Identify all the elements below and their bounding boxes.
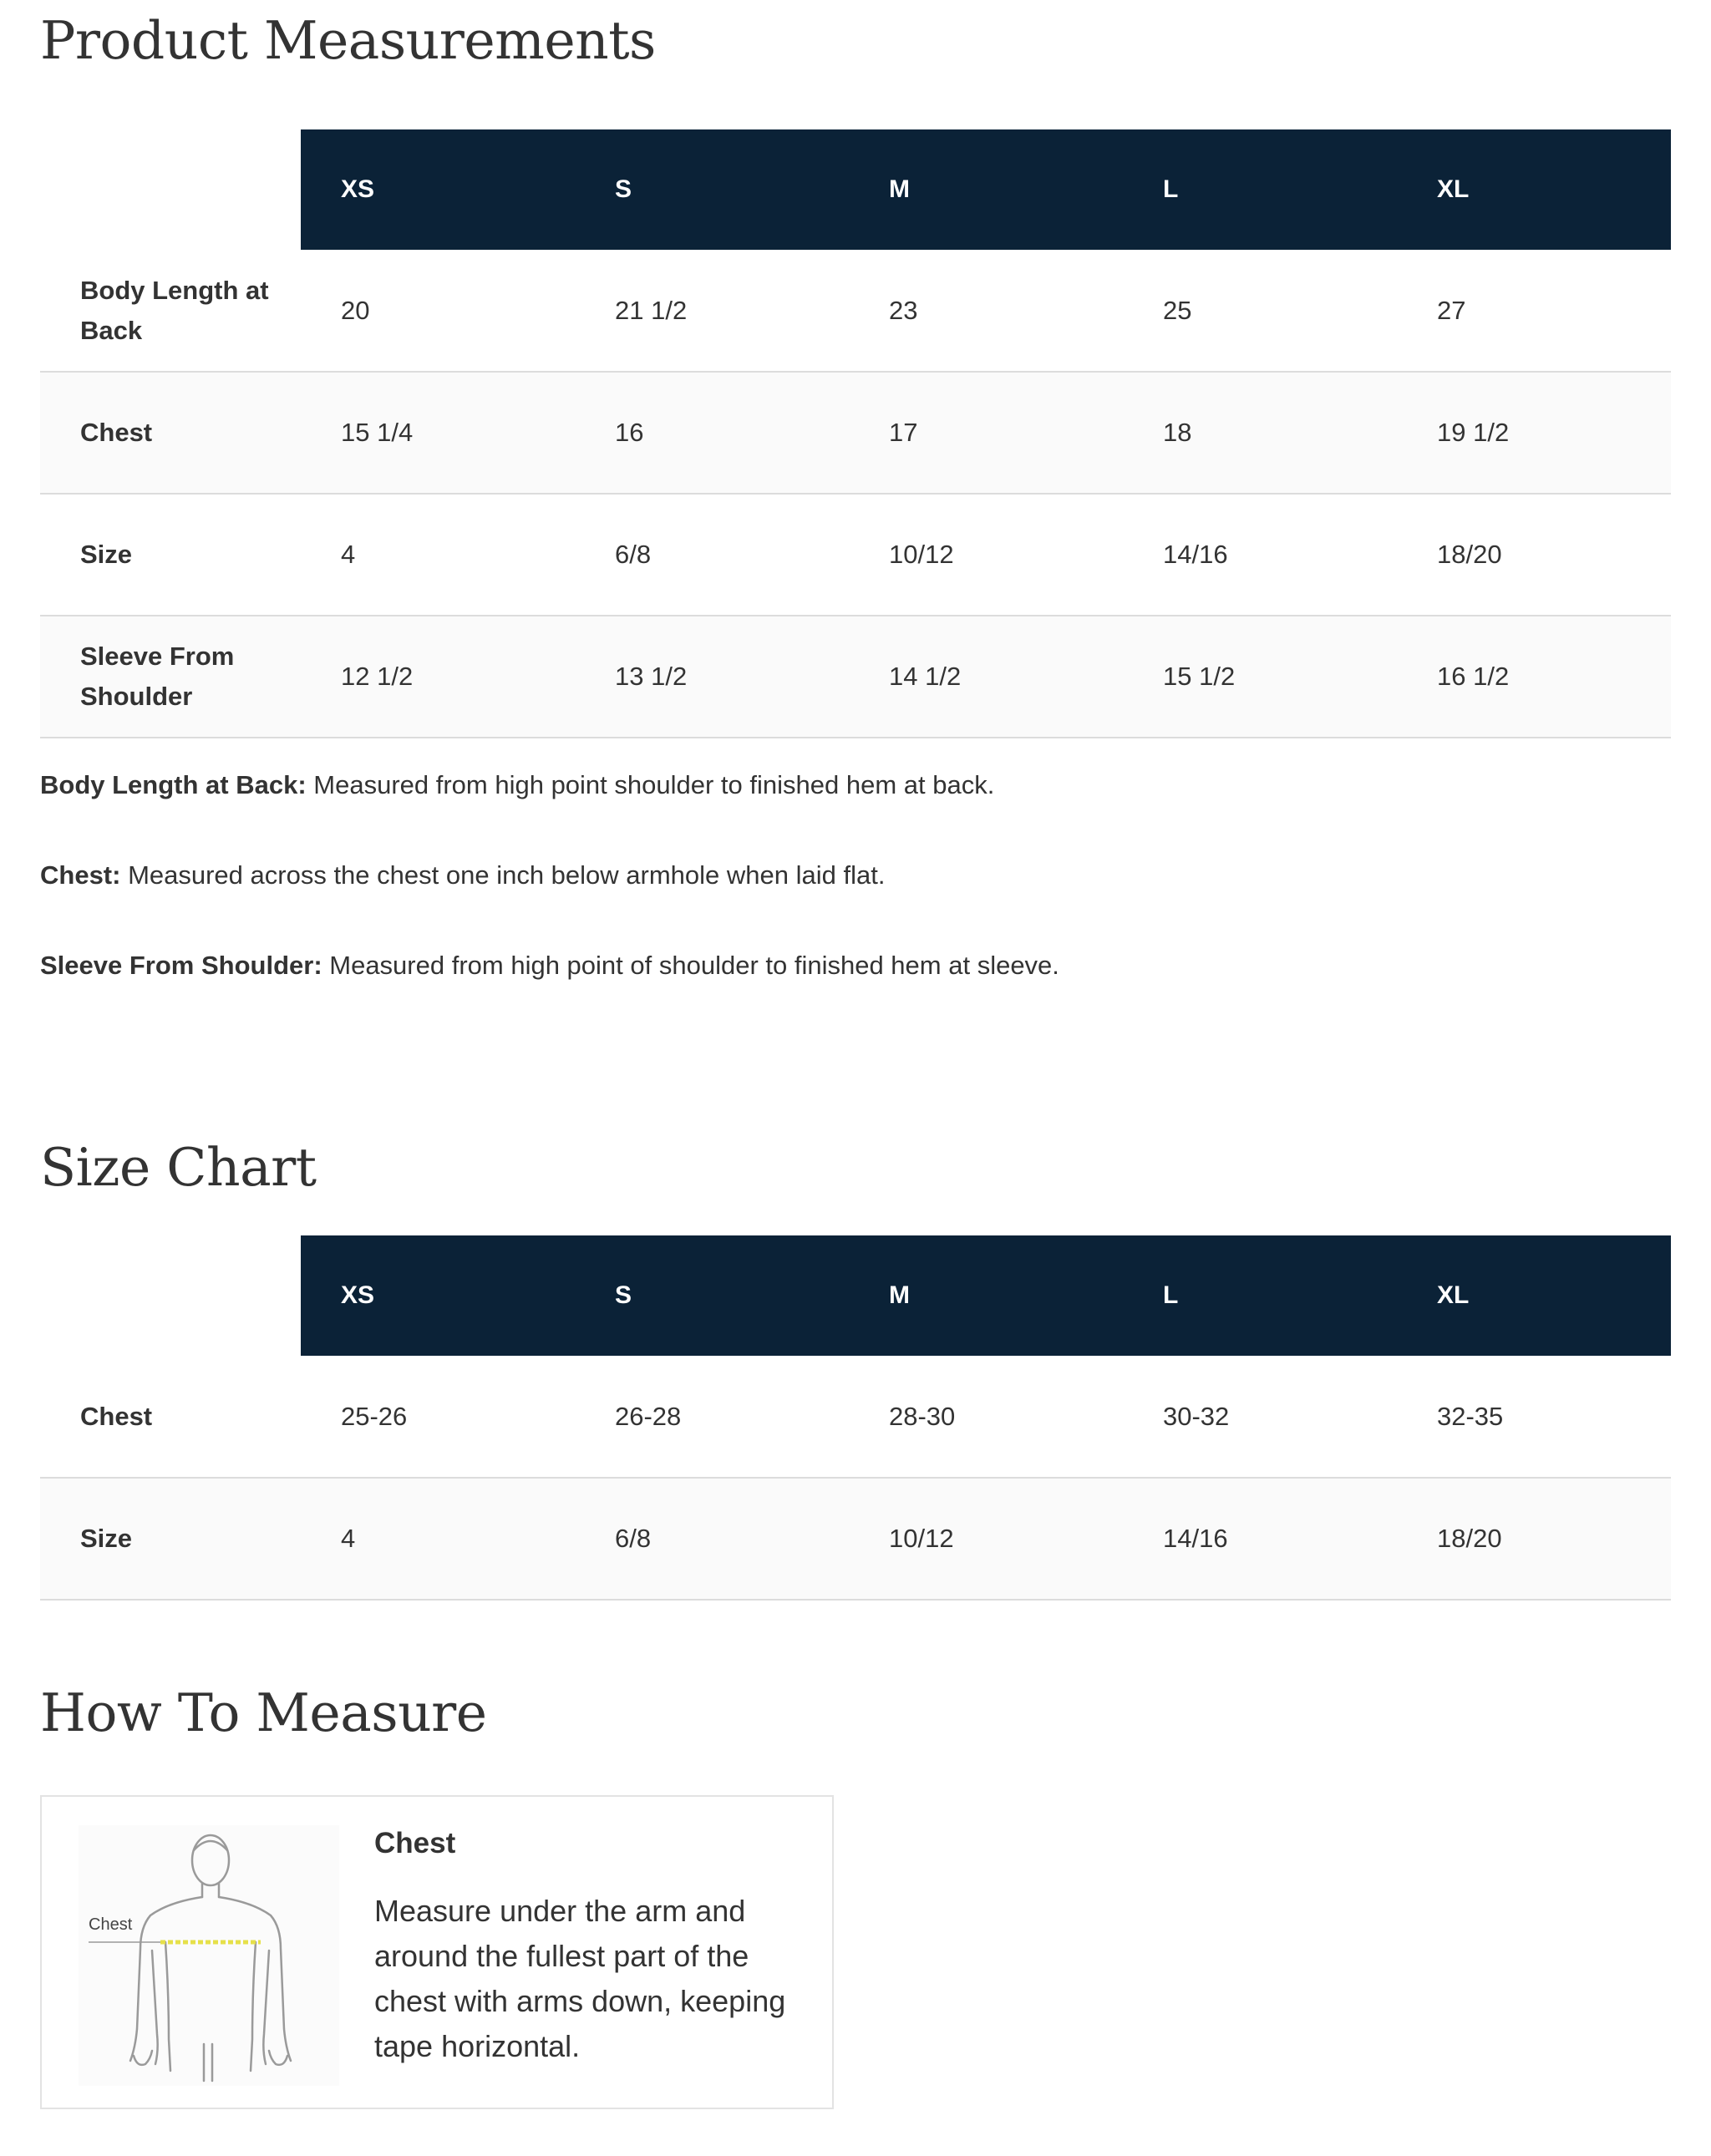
header-corner [40, 129, 301, 250]
table-cell: 18 [1123, 372, 1397, 494]
table-header-row [40, 129, 1671, 250]
size-header-m: M [849, 129, 1123, 250]
row-label-body-length: Body Length at Back [40, 250, 301, 372]
note-text: Measured from high point of shoulder to finished hem at sleeve. [322, 951, 1059, 980]
table-cell: 4 [301, 1478, 575, 1600]
table-row [40, 616, 1671, 738]
table-cell: 6/8 [575, 1478, 849, 1600]
card-title: Chest [374, 1827, 456, 1859]
how-to-measure-title: How To Measure [40, 1682, 487, 1743]
table-cell: 15 1/2 [1123, 616, 1397, 738]
figure-chest-label: Chest [89, 1915, 133, 1934]
note-body-length [40, 770, 1671, 860]
table-cell: 10/12 [849, 494, 1123, 616]
size-header-xs: XS [301, 129, 575, 250]
table-cell: 28-30 [849, 1356, 1123, 1478]
table-cell: 19 1/2 [1397, 372, 1671, 494]
table-row [40, 1356, 1671, 1478]
table-header-row [40, 1235, 1671, 1356]
note-chest [40, 860, 1671, 951]
person-outline-icon [79, 1825, 339, 2086]
body-figure-illustration [79, 1825, 339, 2086]
table-cell: 18/20 [1397, 494, 1671, 616]
size-header-l: L [1123, 1235, 1397, 1356]
note-term: Chest: [40, 860, 121, 890]
product-measurements-title: Product Measurements [40, 10, 656, 71]
table-row [40, 372, 1671, 494]
table-row [40, 1478, 1671, 1600]
note-text: Measured across the chest one inch below armhole when laid flat. [120, 860, 886, 890]
size-header-xs: XS [301, 1235, 575, 1356]
table-cell: 4 [301, 494, 575, 616]
size-header-s: S [575, 1235, 849, 1356]
table-row [40, 494, 1671, 616]
table-cell: 21 1/2 [575, 250, 849, 372]
table-cell: 25-26 [301, 1356, 575, 1478]
table-cell: 17 [849, 372, 1123, 494]
card-description: Measure under the arm and around the fullest part of the chest with arms down, keeping tape horizontal. [374, 1894, 786, 2063]
row-label-size: Size [40, 1478, 301, 1600]
table-cell: 12 1/2 [301, 616, 575, 738]
row-label-size: Size [40, 494, 301, 616]
table-cell: 26-28 [575, 1356, 849, 1478]
note-term: Body Length at Back: [40, 770, 307, 799]
product-measurements-table [40, 129, 1671, 738]
row-label-chest: Chest [40, 372, 301, 494]
table-cell: 10/12 [849, 1478, 1123, 1600]
table-cell: 25 [1123, 250, 1397, 372]
size-header-xl: XL [1397, 129, 1671, 250]
row-label-sleeve: Sleeve From Shoulder [40, 616, 301, 738]
table-cell: 13 1/2 [575, 616, 849, 738]
header-corner [40, 1235, 301, 1356]
table-cell: 20 [301, 250, 575, 372]
size-header-l: L [1123, 129, 1397, 250]
note-sleeve [40, 951, 1671, 1041]
table-cell: 32-35 [1397, 1356, 1671, 1478]
table-cell: 6/8 [575, 494, 849, 616]
table-cell: 23 [849, 250, 1123, 372]
note-text: Measured from high point shoulder to finished hem at back. [306, 770, 995, 799]
size-chart-table [40, 1235, 1671, 1601]
table-cell: 16 [575, 372, 849, 494]
table-cell: 14/16 [1123, 494, 1397, 616]
size-header-s: S [575, 129, 849, 250]
table-cell: 18/20 [1397, 1478, 1671, 1600]
size-chart-title: Size Chart [40, 1137, 317, 1198]
table-cell: 27 [1397, 250, 1671, 372]
table-row [40, 250, 1671, 372]
chest-measure-card [40, 1795, 834, 2109]
size-header-m: M [849, 1235, 1123, 1356]
table-cell: 16 1/2 [1397, 616, 1671, 738]
measurement-notes [40, 770, 1671, 1041]
table-cell: 30-32 [1123, 1356, 1397, 1478]
note-term: Sleeve From Shoulder: [40, 951, 322, 980]
row-label-chest: Chest [40, 1356, 301, 1478]
size-header-xl: XL [1397, 1235, 1671, 1356]
table-cell: 14/16 [1123, 1478, 1397, 1600]
table-cell: 15 1/4 [301, 372, 575, 494]
table-cell: 14 1/2 [849, 616, 1123, 738]
